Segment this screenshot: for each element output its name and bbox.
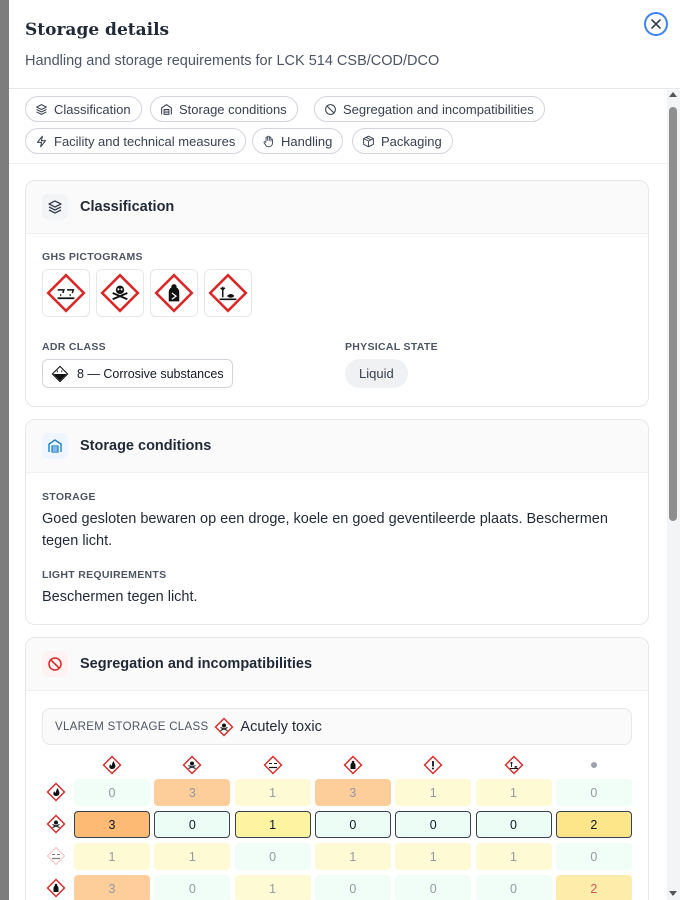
tab-facility[interactable]	[25, 128, 246, 154]
layers-icon	[35, 103, 48, 116]
segregation-title: Segregation and incompatibilities	[80, 656, 313, 672]
matrix-cell: 0	[395, 811, 471, 838]
tab-classification[interactable]	[25, 96, 142, 122]
close-icon	[650, 18, 662, 30]
storage-conditions-header	[26, 420, 648, 473]
physical-state-badge: Liquid	[345, 359, 408, 388]
scrollbar[interactable]	[667, 90, 680, 900]
matrix-row-flammable-icon	[45, 781, 67, 803]
matrix-column-none-dot-icon	[583, 754, 605, 776]
toxic-icon	[214, 717, 234, 737]
tab-label: Segregation and incompatibilities	[343, 101, 534, 117]
scroll-thumb[interactable]	[669, 107, 677, 521]
vlarem-label: VLAREM STORAGE CLASS	[55, 720, 209, 733]
scroll-up-arrow[interactable]	[669, 92, 677, 97]
matrix-row-health-hazard-icon	[45, 877, 67, 899]
tab-label: Packaging	[381, 133, 442, 149]
matrix-cell: 3	[74, 811, 150, 838]
storage-conditions-title: Storage conditions	[80, 438, 212, 454]
matrix-column-exclamation-icon	[422, 754, 444, 776]
storage-conditions-card	[25, 419, 649, 625]
matrix-cell: 1	[235, 875, 311, 900]
matrix-cell: 2	[556, 811, 632, 838]
tab-packaging[interactable]	[352, 128, 453, 154]
tab-handling[interactable]	[252, 128, 343, 154]
matrix-row-corrosive-icon	[45, 845, 67, 867]
tab-label: Storage conditions	[179, 101, 287, 117]
layers-icon	[47, 199, 63, 215]
classification-card-icon	[42, 194, 68, 220]
matrix-column-flammable-icon	[101, 754, 123, 776]
tab-label: Classification	[54, 101, 131, 117]
package-icon	[362, 135, 375, 148]
close-button[interactable]	[644, 12, 668, 36]
ghs-pictogram-list	[42, 269, 252, 317]
matrix-column-toxic-icon	[181, 754, 203, 776]
ghs05-corrosive-icon	[42, 269, 90, 317]
matrix-cell: 0	[476, 811, 552, 838]
classification-header	[26, 181, 648, 234]
matrix-column-corrosive-icon	[262, 754, 284, 776]
matrix-cell: 0	[395, 875, 471, 900]
adr-class-value: 8 — Corrosive substances	[77, 366, 224, 381]
physical-state-label: PHYSICAL STATE	[345, 341, 438, 353]
matrix-column-environment-icon	[503, 754, 525, 776]
classification-title: Classification	[80, 199, 175, 215]
matrix-cell: 0	[154, 875, 230, 900]
adr-class-8-icon	[51, 365, 69, 383]
matrix-cell: 1	[476, 779, 552, 806]
matrix-row-toxic-icon	[45, 813, 67, 835]
classification-card	[25, 180, 649, 407]
light-requirements-label: LIGHT REQUIREMENTS	[42, 569, 167, 581]
matrix-cell: 0	[235, 843, 311, 870]
tab-segregation[interactable]	[314, 96, 545, 122]
matrix-cell: 1	[74, 843, 150, 870]
ban-icon	[324, 103, 337, 116]
matrix-cell: 1	[395, 843, 471, 870]
matrix-cell: 0	[556, 843, 632, 870]
matrix-cell: 1	[235, 779, 311, 806]
matrix-cell: 3	[315, 779, 391, 806]
panel-header	[9, 0, 680, 89]
segregation-card	[25, 637, 649, 900]
storage-card-icon	[42, 433, 68, 459]
matrix-cell: 2	[556, 875, 632, 900]
matrix-column-health-hazard-icon	[342, 754, 364, 776]
matrix-cell: 0	[315, 875, 391, 900]
storage-details-panel	[9, 0, 680, 900]
matrix-cell: 0	[476, 875, 552, 900]
panel-subtitle: Handling and storage requirements for LCK 514 CSB/COD/DCO	[25, 53, 440, 69]
vlarem-storage-class	[42, 708, 632, 745]
modal-backdrop	[0, 0, 9, 900]
tab-label: Handling	[281, 133, 333, 149]
matrix-cell: 3	[154, 779, 230, 806]
ghs06-toxic-icon	[96, 269, 144, 317]
ghs-pictograms-label: GHS PICTOGRAMS	[42, 251, 143, 263]
warehouse-icon	[160, 103, 173, 116]
storage-text: Goed gesloten bewaren op een droge, koele en goed geventileerde plaats. Beschermen tegen licht.	[42, 511, 608, 549]
tabs-divider	[9, 163, 667, 164]
matrix-cell: 0	[556, 779, 632, 806]
matrix-cell: 1	[395, 779, 471, 806]
adr-class-badge	[42, 359, 233, 388]
matrix-cell: 0	[315, 811, 391, 838]
matrix-cell: 0	[74, 779, 150, 806]
matrix-cell: 1	[476, 843, 552, 870]
warehouse-icon	[47, 438, 63, 454]
matrix-cell: 1	[235, 811, 311, 838]
zap-icon	[35, 135, 48, 148]
ghs08-health-hazard-icon	[150, 269, 198, 317]
tab-label: Facility and technical measures	[54, 133, 236, 149]
segregation-card-icon	[42, 651, 68, 677]
ghs09-environment-icon	[204, 269, 252, 317]
matrix-cell: 0	[154, 811, 230, 838]
scroll-down-arrow[interactable]	[669, 891, 677, 896]
panel-title: Storage details	[25, 20, 170, 40]
vlarem-value: Acutely toxic	[240, 718, 322, 735]
adr-class-label: ADR CLASS	[42, 341, 106, 353]
matrix-cell: 1	[154, 843, 230, 870]
tab-storage-conditions[interactable]	[150, 96, 298, 122]
light-requirements-text: Beschermen tegen licht.	[42, 589, 198, 605]
ban-icon	[47, 656, 63, 672]
hand-icon	[262, 135, 275, 148]
storage-label: STORAGE	[42, 491, 96, 503]
matrix-cell: 1	[315, 843, 391, 870]
matrix-cell: 3	[74, 875, 150, 900]
segregation-header	[26, 638, 648, 691]
